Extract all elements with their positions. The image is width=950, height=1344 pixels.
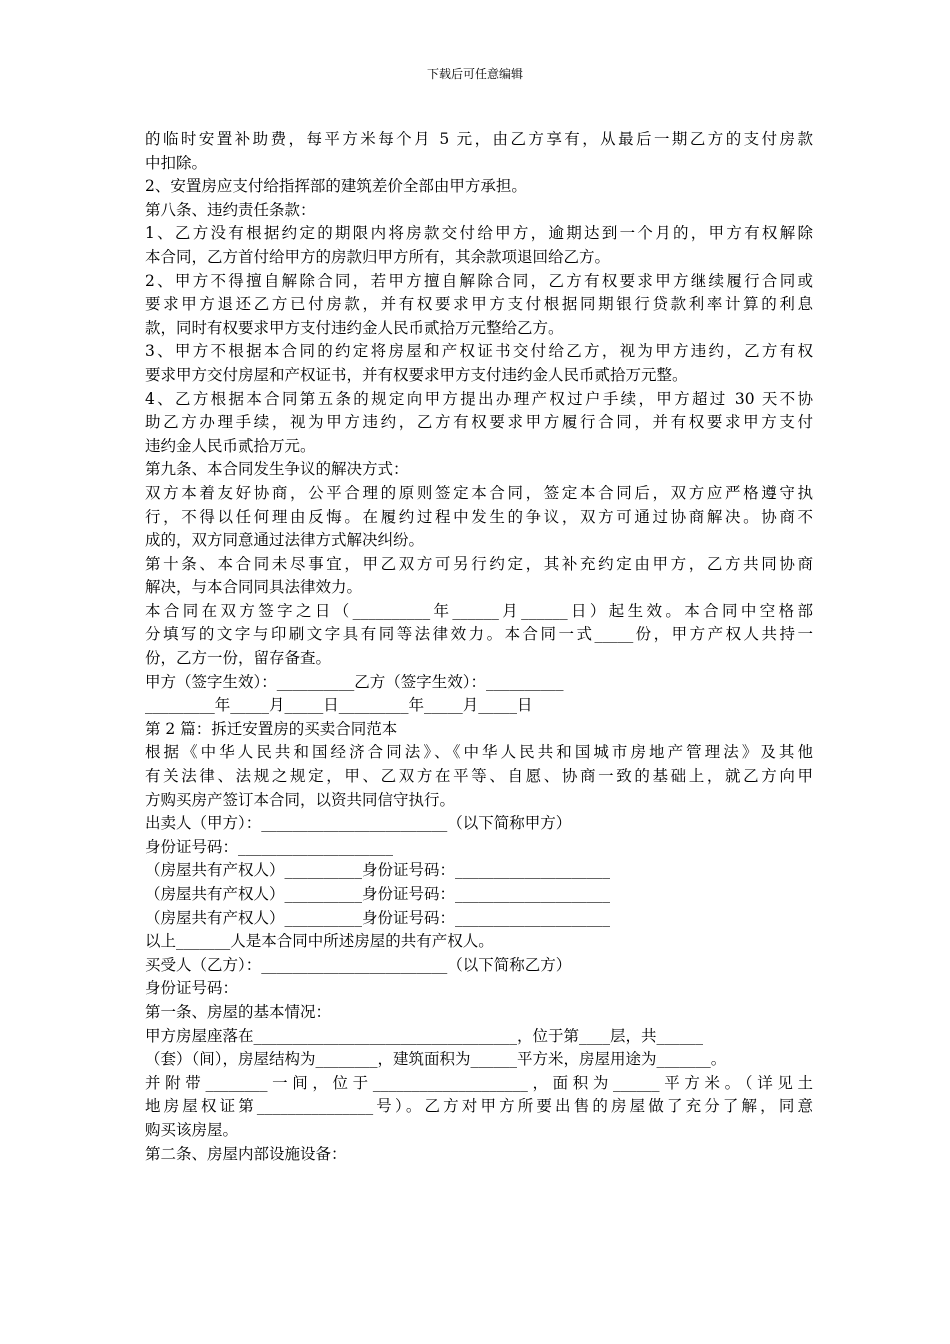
text-line: （房屋共有产权人）__________身份证号码：____________________ — [145, 885, 611, 903]
text-line: 本合同，乙方首付给甲方的房款归甲方所有，其余款项退回给乙方。 — [145, 247, 611, 266]
text-line: 4、乙方根据本合同第五条的规定向甲方提出办理产权过户手续，甲方超过 30 天不协 — [145, 389, 813, 408]
text-line: 助乙方办理手续，视为甲方违约，乙方有权要求甲方履行合同，并有权要求甲方支付 — [145, 413, 813, 432]
text-line: 行，不得以任何理由反悔。在履约过程中发生的争议，双方可通过协商解决。协商不 — [145, 507, 813, 526]
text-line: 地房屋权证第_______________号）。乙方对甲方所要出售的房屋做了充分了解，同意 — [145, 1097, 813, 1116]
text-line: 1、乙方没有根据约定的期限内将房款交付给甲方，逾期达到一个月的，甲方有权解除 — [145, 224, 813, 243]
text-line: 出卖人（甲方）：________________________（以下简称甲方） — [145, 814, 572, 833]
text-line: 违约金人民币贰拾万元。 — [145, 436, 316, 455]
text-line: 有关法律、法规之规定，甲、乙双方在平等、自愿、协商一致的基础上，就乙方向甲 — [145, 767, 813, 786]
text-line: （套）（间），房屋结构为________，建筑面积为______平方米，房屋用途为_______。 — [145, 1050, 727, 1069]
text-line: 本合同在双方签字之日（__________年______月______日）起生效。本合同中空格部 — [145, 601, 813, 620]
text-line: 份，乙方一份，留存备查。 — [145, 649, 332, 668]
text-line: 款，同时有权要求甲方支付违约金人民币贰拾万元整给乙方。 — [145, 318, 564, 337]
text-line: 身份证号码： — [145, 979, 239, 998]
text-line: 第二条、房屋内部设施设备： — [145, 1144, 347, 1163]
text-line: 身份证号码：____________________ — [145, 837, 394, 856]
text-line: 中扣除。 — [145, 153, 208, 172]
text-line: 2、甲方不得擅自解除合同，若甲方擅自解除合同，乙方有权要求甲方继续履行合同或 — [145, 271, 813, 290]
text-line: 的临时安置补助费，每平方米每个月 5 元，由乙方享有，从最后一期乙方的支付房款 — [145, 130, 813, 148]
text-line: 2、安置房应支付给指挥部的建筑差价全部由甲方承担。 — [145, 177, 527, 196]
document-body — [145, 128, 813, 1166]
text-line: 方购买房产签订本合同，以资共同信守执行。 — [145, 790, 456, 809]
text-line: 购买该房屋。 — [145, 1120, 239, 1139]
text-line: 并附带________一间，位于____________________，面积为______平方米。（详见土 — [145, 1073, 813, 1092]
text-line: 甲方房屋座落在__________________________________，位于第____层，共______ — [145, 1026, 704, 1045]
text-line: 根据《中华人民共和国经济合同法》、《中华人民共和国城市房地产管理法》及其他 — [145, 743, 813, 762]
text-line: （房屋共有产权人）__________身份证号码：____________________ — [145, 908, 611, 927]
text-line: 成的，双方同意通过法律方式解决纠纷。 — [145, 531, 425, 550]
text-line: 买受人（乙方）：________________________（以下简称乙方） — [145, 955, 572, 974]
text-line: （房屋共有产权人）__________身份证号码：____________________ — [145, 861, 611, 880]
text-line: 解决，与本合同同具法律效力。 — [145, 578, 363, 597]
text-line: 3、甲方不根据本合同的约定将房屋和产权证书交付给乙方，视为甲方违约，乙方有权 — [145, 342, 813, 361]
page-header: 下载后可任意编辑 — [426, 67, 523, 81]
text-line: 要求甲方交付房屋和产权证书，并有权要求甲方支付违约金人民币贰拾万元整。 — [145, 365, 688, 384]
text-line: 双方本着友好协商，公平合理的原则签定本合同，签定本合同后，双方应严格遵守执 — [145, 483, 813, 502]
text-line: 第八条、违约责任条款： — [145, 200, 316, 219]
text-line: 第一条、房屋的基本情况： — [145, 1002, 332, 1021]
text-line: 第 2 篇：拆迁安置房的买卖合同范本 — [145, 719, 398, 738]
text-line: 要求甲方退还乙方已付房款，并有权要求甲方支付根据同期银行贷款利率计算的利息 — [145, 295, 813, 314]
text-line: 第九条、本合同发生争议的解决方式： — [145, 460, 409, 479]
text-line: 第十条、本合同未尽事宜，甲乙双方可另行约定，其补充约定由甲方，乙方共同协商 — [145, 554, 813, 573]
text-line: 分填写的文字与印刷文字具有同等法律效力。本合同一式_____份，甲方产权人共持一 — [145, 625, 813, 644]
text-line: 甲方（签字生效）：__________乙方（签字生效）：__________ — [145, 672, 564, 691]
text-line: _________年_____月_____日_________年_____月_____日 — [145, 696, 533, 715]
text-line: 以上_______人是本合同中所述房屋的共有产权人。 — [145, 932, 494, 951]
